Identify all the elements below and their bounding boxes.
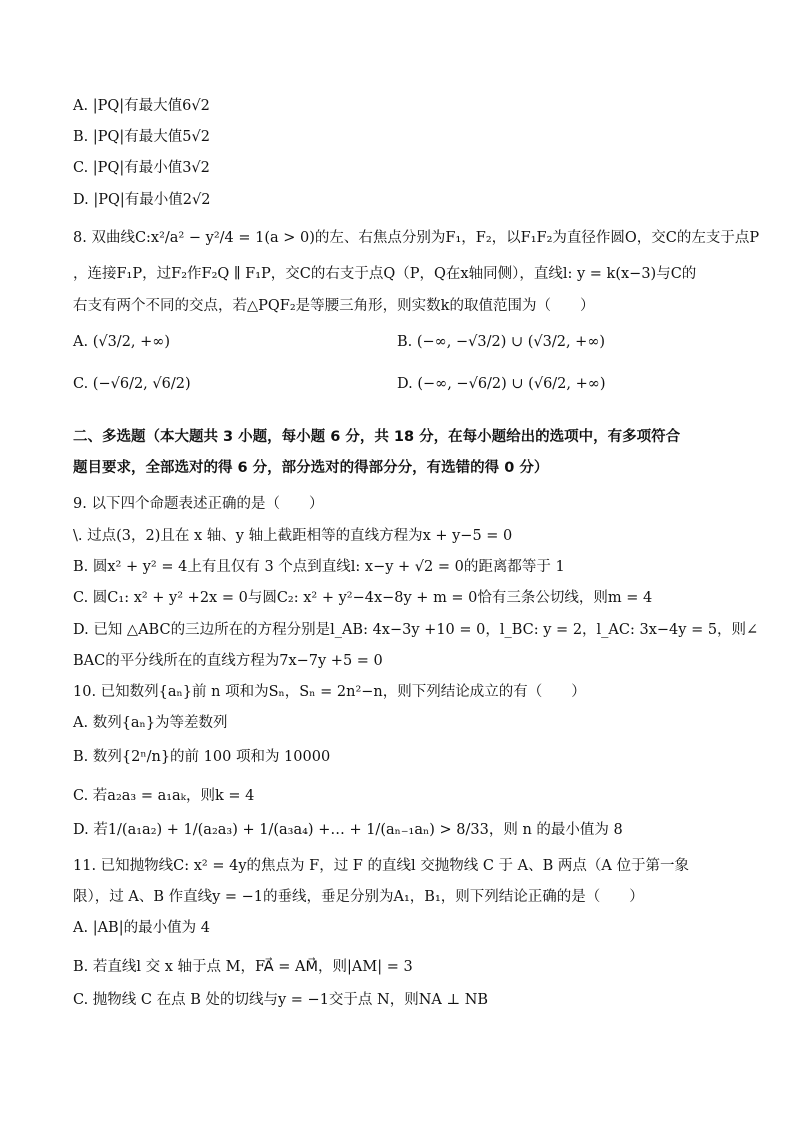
q11-stem-line-2: 限），过 A、B 作直线y = −1的垂线，垂足分别为A₁，B₁，则下列结论正确的是（ ） [73,889,644,905]
q10-option-c: C. 若a₂a₃ = a₁aₖ，则k = 4 [73,788,255,804]
q7-option-b: B. |PQ|有最大值5√2 [73,129,210,145]
q8-stem-line-1: 8. 双曲线C:x²/a² − y²/4 = 1(a > 0)的左、右焦点分别为F₁，F₂，以F₁F₂为直径作圆O，交C的左支于点P [73,230,760,246]
q10-option-a: A. 数列{aₙ}为等差数列 [73,715,228,731]
q9-option-c: C. 圆C₁: x² + y² +2x = 0与圆C₂: x² + y²−4x−8y + m = 0恰有三条公切线，则m = 4 [73,590,653,606]
q8-option-a: A. (√3/2, +∞) [73,334,171,350]
section-heading-line-1: 二、多选题（本大题共 3 小题，每小题 6 分，共 18 分，在每小题给出的选项中，有多项符合 [73,429,681,445]
q10-option-b: B. 数列{2ⁿ/n}的前 100 项和为 10000 [73,749,331,765]
q8-option-c: C. (−√6/2, √6/2) [73,376,191,392]
q9-stem: 9. 以下四个命题表述正确的是（ ） [73,496,324,512]
q8-stem-line-2: ，连接F₁P，过F₂作F₂Q ∥ F₁P，交C的右支于点Q（P，Q在x轴同侧），直线l: y = k(x−3)与C的 [73,266,697,282]
q9-option-a: \. 过点(3，2)且在 x 轴、y 轴上截距相等的直线方程为x + y−5 = 0 [73,528,513,544]
q8-option-b: B. (−∞, −√3/2) ∪ (√3/2, +∞) [397,334,606,350]
q11-option-c: C. 抛物线 C 在点 B 处的切线与y = −1交于点 N，则NA ⊥ NB [73,992,489,1008]
q9-option-d-line-2: BAC的平分线所在的直线方程为7x−7y +5 = 0 [73,653,383,669]
q7-option-c: C. |PQ|有最小值3√2 [73,160,210,176]
q7-option-a: A. |PQ|有最大值6√2 [73,98,210,114]
q9-option-b: B. 圆x² + y² = 4上有且仅有 3 个点到直线l: x−y + √2 = 0的距离都等于 1 [73,559,565,575]
q10-option-d: D. 若1/(a₁a₂) + 1/(a₂a₃) + 1/(a₃a₄) +… + 1/(aₙ₋₁aₙ) > 8/33，则 n 的最小值为 8 [73,822,623,838]
q10-stem: 10. 已知数列{aₙ}前 n 项和为Sₙ，Sₙ = 2n²−n，则下列结论成立的有（ ） [73,684,586,700]
q11-option-a: A. |AB|的最小值为 4 [73,920,210,936]
q11-option-b: B. 若直线l 交 x 轴于点 M，FA⃗ = AM⃗，则|AM| = 3 [73,959,413,975]
q8-stem-line-3: 右支有两个不同的交点，若△PQF₂是等腰三角形，则实数k的取值范围为（ ） [73,298,595,314]
q9-option-d-line-1: D. 已知 △ABC的三边所在的方程分别是l_AB: 4x−3y +10 = 0，l_BC: y = 2，l_AC: 3x−4y = 5，则∠ [73,622,759,638]
q8-option-d: D. (−∞, −√6/2) ∪ (√6/2, +∞) [397,376,606,392]
q7-option-d: D. |PQ|有最小值2√2 [73,192,211,208]
q11-stem-line-1: 11. 已知抛物线C: x² = 4y的焦点为 F，过 F 的直线l 交抛物线 C 于 A、B 两点（A 位于第一象 [73,858,689,874]
section-heading-line-2: 题目要求，全部选对的得 6 分，部分选对的得部分分，有选错的得 0 分） [73,460,549,476]
